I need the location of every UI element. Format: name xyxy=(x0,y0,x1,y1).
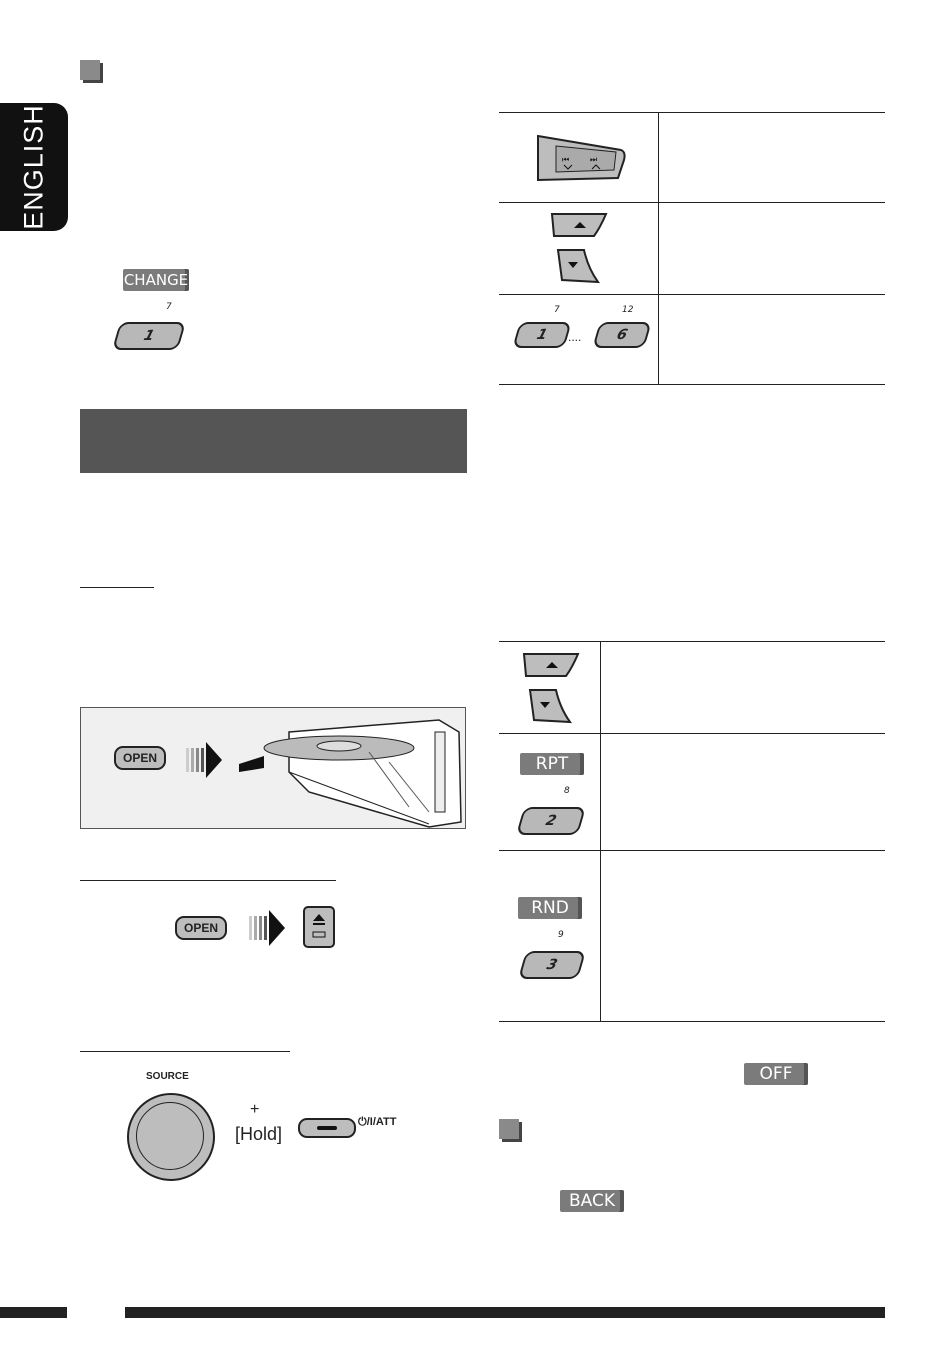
skip-control-icon[interactable] xyxy=(536,130,628,184)
plus-sign: + xyxy=(250,1101,260,1118)
table1-rule-2 xyxy=(499,294,885,295)
table1-top-rule xyxy=(499,112,885,113)
svg-text:⏭: ⏭ xyxy=(590,155,598,164)
source-knob[interactable] xyxy=(127,1093,215,1181)
table1-bottom-rule xyxy=(499,384,885,385)
rpt-superscript: 8 xyxy=(564,786,570,796)
right-arrow-icon xyxy=(184,740,224,780)
table2-divider xyxy=(600,641,601,1021)
footer-bar-right xyxy=(125,1307,885,1318)
back-display: BACK xyxy=(560,1190,624,1212)
up-button[interactable] xyxy=(550,210,610,240)
eject-icon xyxy=(305,908,333,946)
preset-range-sup-start: 7 xyxy=(554,305,560,315)
disc-slot-icon xyxy=(229,712,464,828)
change-display: CHANGE xyxy=(123,271,189,289)
preset-range-dots: .... xyxy=(568,330,582,344)
up-button-2[interactable] xyxy=(522,650,582,680)
preset-range-sup-end: 12 xyxy=(622,305,634,315)
table2-rule-2 xyxy=(499,850,885,851)
down-button[interactable] xyxy=(554,246,602,286)
reset-subheading-underline xyxy=(80,1051,290,1052)
subheading-underline xyxy=(80,587,154,588)
language-label: ENGLISH xyxy=(18,104,49,230)
eject-button[interactable] xyxy=(303,906,335,948)
rpt-display: RPT xyxy=(520,753,584,775)
open-button-2[interactable]: OPEN xyxy=(175,916,227,940)
table2-bottom-rule xyxy=(499,1021,885,1022)
footer-bar-left xyxy=(0,1307,67,1318)
svg-text:⏮: ⏮ xyxy=(562,155,570,164)
table2-top-rule xyxy=(499,641,885,642)
rpt-button[interactable]: 2 xyxy=(516,807,586,835)
right-arrow-icon-2 xyxy=(247,908,287,948)
preset-1-button[interactable]: 1 xyxy=(112,322,186,350)
disc-insert-illustration xyxy=(80,707,466,829)
language-tab xyxy=(0,103,68,231)
section-marker-icon xyxy=(80,60,100,80)
source-label: SOURCE xyxy=(146,1071,189,1082)
table1-divider xyxy=(658,112,659,384)
table2-rule-1 xyxy=(499,733,885,734)
power-button-bar xyxy=(317,1126,337,1130)
power-button[interactable] xyxy=(298,1118,356,1138)
down-button-2[interactable] xyxy=(526,686,574,726)
rnd-display: RND xyxy=(518,897,582,919)
rnd-button[interactable]: 3 xyxy=(518,951,586,979)
hold-label: [Hold] xyxy=(235,1124,283,1144)
power-label: ⏻/I/ATT xyxy=(358,1116,397,1128)
preset-range-end-button[interactable]: 6 xyxy=(592,322,651,348)
eject-subheading-underline xyxy=(80,880,336,881)
section-marker-icon-2 xyxy=(499,1119,519,1139)
table1-rule-1 xyxy=(499,202,885,203)
off-display: OFF xyxy=(744,1063,808,1085)
section-heading-band xyxy=(80,409,467,473)
rnd-superscript: 9 xyxy=(558,930,564,940)
preset-range-start-button[interactable]: 1 xyxy=(512,322,571,348)
source-knob-inner xyxy=(136,1102,204,1170)
preset-1-superscript: 7 xyxy=(166,302,172,312)
open-button[interactable]: OPEN xyxy=(114,746,166,770)
